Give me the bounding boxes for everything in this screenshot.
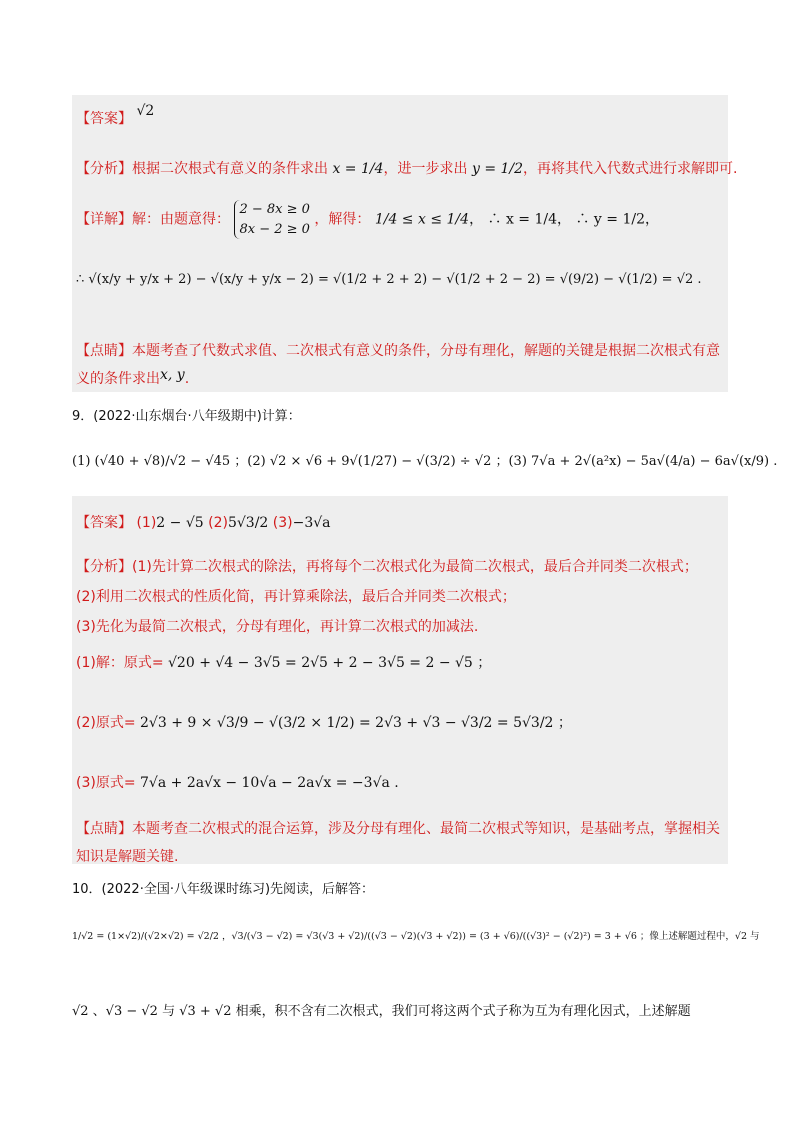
detail-equation — [76, 272, 702, 287]
solution-3 — [76, 772, 399, 792]
comment-text-2: 义的条件求出 — [76, 371, 160, 387]
inequality-system — [234, 200, 309, 239]
analysis2-line-1 — [76, 556, 698, 576]
solution-box-q9 — [72, 496, 728, 864]
question-10-text-2: √2 、√3 − √2 与 √3 + √2 相乘，积不含有二次根式，我们可将这两个式子称为互为有理化因式，上述解题 — [72, 1004, 691, 1019]
question-9-title: 9．(2022·山东烟台·八年级期中)计算： — [72, 409, 301, 424]
detail-line: 【详解】解：由题意得： 2 − 8x ≥ 0 8x − 2 ≥ 0 ，解得： 1/4 ≤ x ≤ 1/4， ∴ x = 1/4， ∴ y = 1/2， — [76, 200, 659, 239]
inequality-2: 8x − 2 ≥ 0 — [239, 221, 310, 237]
solution-2-expr: 2√3 + 9 × √3/9 − √(3/2 × 1/2) = 2√3 + √3 − √3/2 = 5√3/2 ； — [140, 715, 572, 731]
detail-label: 【详解】 — [76, 211, 132, 228]
comment2-text-1: 本题考查二次根式的混合运算，涉及分母有理化、最简二次根式等知识，是基础考点，掌握相关 — [132, 821, 720, 837]
solution-2 — [76, 712, 572, 732]
analysis-text-c: ，再将其代入代数式进行求解即可. — [523, 161, 738, 177]
inequality-1: 2 − 8x ≥ 0 — [239, 202, 310, 217]
answer2-1: (1) — [136, 515, 157, 531]
question-9-expressions: (1) (√40 + √8)/√2 − √45 ；(2) √2 × √6 + 9√(1/27) − √(3/2) ÷ √2 ；(3) 7√a + 2√(a²x) − 5a√(4/a) − 6a√(x/9) . — [72, 454, 778, 469]
solution-1-expr: √20 + √4 − 3√5 = 2√5 + 2 − 3√5 = 2 − √5 ； — [168, 655, 492, 671]
question-9-items — [72, 450, 777, 469]
analysis-line — [76, 158, 738, 178]
answer2-2-value: 5√3/2 — [227, 515, 269, 531]
answer2-3: (3) — [272, 515, 293, 531]
solution-1 — [76, 652, 491, 672]
analysis-x: x = 1/4 — [332, 161, 384, 177]
comment2-label: 【点睛】 — [76, 821, 132, 837]
detail-text-a: 解：由题意得： — [132, 211, 230, 228]
analysis-y: y = 1/2 — [471, 161, 524, 177]
analysis2-2: (2)利用二次根式的性质化简，再计算乘除法，最后合并同类二次根式； — [76, 589, 516, 605]
answer2-1-value: 2 − √5 — [156, 515, 204, 531]
answer-value: √2 — [136, 103, 155, 119]
detail-therefore-y: ∴ y = 1/2 — [575, 211, 646, 228]
comment-line-1 — [76, 340, 720, 360]
comment-end: . — [184, 371, 190, 387]
analysis2-line-3 — [76, 616, 478, 636]
question-10-text-1: 1/√2 = (1×√2)/(√2×√2) = √2/2 ，√3/(√3 − √2) = √3(√3 + √2)/((√3 − √2)(√3 + √2)) = (3 + √6)/((√3)² − (√2)²) = 3 + √6 ；像上述解题过程中，√2 与 — [72, 931, 760, 942]
analysis2-1: (1)先计算二次根式的除法，再将每个二次根式化为最简二次根式，最后合并同类二次根式； — [132, 559, 698, 575]
comment2-line-1 — [76, 818, 720, 838]
question-10-line-2 — [72, 1000, 691, 1019]
answer2-3-value: −3√a — [292, 515, 331, 531]
detail-text-b: ，解得： — [314, 211, 371, 228]
answer-label: 【答案】 — [76, 111, 132, 127]
analysis-label: 【分析】 — [76, 161, 132, 177]
answer2-line — [76, 512, 331, 532]
question-10-title: 10．(2022·全国·八年级课时练习)先阅读，后解答： — [72, 882, 375, 897]
detail-therefore-x: ∴ x = 1/4 — [487, 211, 558, 228]
analysis-text-b: ，进一步求出 — [383, 161, 468, 177]
comment-line-2 — [76, 368, 189, 388]
solution-2-label: (2)原式= — [76, 715, 136, 731]
analysis2-3: (3)先化为最简二次根式，分母有理化，再计算二次根式的加减法. — [76, 619, 479, 635]
analysis-text-a: 根据二次根式有意义的条件求出 — [132, 161, 328, 177]
comment2-line-2 — [76, 846, 178, 866]
answer2-label: 【答案】 — [76, 515, 132, 531]
detail-range: 1/4 ≤ x ≤ 1/4 — [374, 211, 470, 228]
comment-vars: x, y — [160, 367, 185, 383]
question-10-line-1 — [72, 928, 760, 942]
detail-equation-text: ∴ √(x/y + y/x + 2) − √(x/y + y/x − 2) = √(1/2 + 2 + 2) − √(1/2 + 2 − 2) = √(9/2) − √(1/2) = √2 . — [76, 272, 702, 287]
analysis2-label: 【分析】 — [76, 559, 132, 575]
comment-label: 【点睛】 — [76, 343, 132, 359]
comment2-text-2: 知识是解题关键. — [76, 849, 179, 865]
answer2-2: (2) — [208, 515, 228, 531]
analysis2-line-2 — [76, 586, 516, 606]
solution-1-label: (1)解：原式= — [76, 655, 164, 671]
comment-text-1: 本题考查了代数式求值、二次根式有意义的条件，分母有理化，解题的关键是根据二次根式有意 — [132, 343, 720, 359]
answer-line — [76, 103, 155, 128]
solution-3-label: (3)原式= — [76, 775, 136, 791]
solution-3-expr: 7√a + 2a√x − 10√a − 2a√x = −3√a . — [140, 775, 399, 791]
